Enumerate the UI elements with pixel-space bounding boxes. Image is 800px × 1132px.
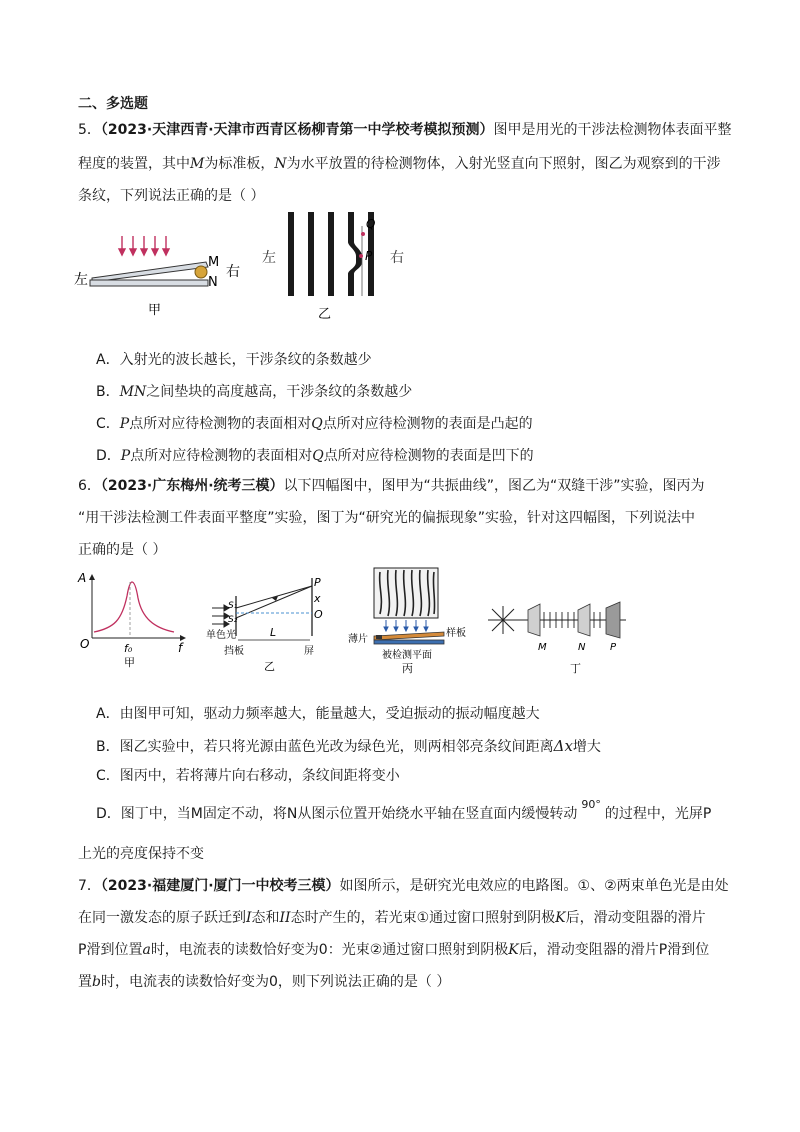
label-right: 右 (390, 250, 404, 266)
option-label: C． (96, 768, 120, 784)
q7-stem-text: 后，滑动变阻器的滑片 (565, 910, 706, 926)
label-left: 左 (262, 250, 276, 266)
var-a: a (142, 942, 151, 958)
option-label: A． (96, 706, 120, 722)
var-M: M (190, 156, 205, 172)
label-N: N (578, 642, 586, 653)
label-N: N (208, 275, 218, 290)
option-label: D． (96, 806, 121, 822)
label-tested-plane: 被检测平面 (382, 650, 432, 661)
label-board: 挡板 (224, 646, 244, 657)
option-label: A． (96, 352, 120, 368)
label-x: x (314, 592, 321, 605)
section-title: 二、多选题 (78, 96, 148, 112)
var-I: I (246, 910, 252, 926)
option-label: C． (96, 416, 120, 432)
q5-option-b[interactable] (96, 382, 412, 402)
figure-caption: 甲 (148, 303, 162, 318)
label-L: L (270, 626, 277, 639)
label-A: A (78, 571, 87, 585)
q6-source: （2023·广东梅州·统考三模） (100, 478, 284, 494)
q6-number: 6． (78, 478, 101, 494)
q6-figure-jia (74, 572, 194, 672)
q5-stem-line-1 (78, 120, 732, 140)
label-M: M (208, 255, 220, 270)
label-f0: f₀ (124, 642, 133, 655)
option-text: 之间垫块的高度越高，干涉条纹的条数越少 (146, 384, 413, 400)
label-f: f (178, 641, 183, 655)
q5-option-a[interactable] (96, 350, 372, 370)
q6-option-d-continued: 上光的亮度保持不变 (78, 846, 204, 862)
q7-stem-line-3 (78, 940, 709, 960)
label-thin-sheet: 薄片 (348, 634, 368, 645)
q6-option-d[interactable] (96, 798, 712, 825)
option-text: 点所对应待检测物的表面是凹下的 (323, 448, 534, 464)
label-P: P (365, 249, 373, 263)
option-label: B． (96, 739, 120, 755)
option-text: 点所对应待检测物的表面相对 (130, 448, 313, 464)
q7-stem-text: 时，电流表的读数恰好变为0：光束②通过窗口照射到阴极 (150, 942, 509, 958)
q5-option-d[interactable] (96, 446, 534, 466)
var-delta-x: Δx (553, 737, 573, 755)
q6-figure-yi (202, 572, 342, 678)
var-P: P (120, 448, 131, 464)
q5-stem-text: 图甲是用光的干涉法检测物体表面平整 (493, 122, 732, 138)
q7-stem-text: 置 (78, 974, 92, 990)
q7-stem-text: 态时产生的，若光束①通过窗口照射到阴极 (290, 910, 556, 926)
q5-stem-text: 为标准板， (204, 156, 275, 172)
option-text: 图乙实验中，若只将光源由蓝色光改为绿色光，则两相邻亮条纹间距离 (119, 739, 554, 755)
q5-figure-jia (70, 230, 250, 320)
option-text: 的过程中，光屏P (604, 806, 712, 822)
label-right: 右 (226, 264, 240, 280)
q7-stem-line-2 (78, 908, 706, 928)
figure-caption: 丁 (570, 662, 581, 675)
q6-option-b[interactable] (96, 736, 601, 757)
q7-stem-text: 在同一激发态的原子跃迁到 (78, 910, 246, 926)
option-text: 点所对应待检测物的表面是凸起的 (322, 416, 533, 432)
q6-option-c[interactable] (96, 766, 400, 786)
option-label: B． (96, 384, 120, 400)
label-O: O (80, 637, 90, 651)
label-S1: S₁ (228, 601, 238, 611)
var-MN: MN (119, 384, 147, 400)
figure-caption: 丙 (402, 662, 413, 675)
label-S2: S₂ (228, 615, 238, 625)
option-text: 图丁中，当M固定不动，将N从图示位置开始绕水平轴在竖直面内缓慢转动 (120, 806, 578, 822)
q5-number: 5． (78, 122, 101, 138)
q5-stem-line-3: 条纹，下列说法正确的是（ ） (78, 188, 265, 204)
var-b: b (92, 974, 101, 990)
figure-caption: 乙 (264, 660, 275, 673)
label-screen: 屏 (304, 646, 314, 657)
q5-stem-text: 为水平放置的待检测物体，入射光竖直向下照射，图乙为观察到的干涉 (286, 156, 721, 172)
q6-stem-line-2: “用干涉法检测工件表面平整度”实验，图丁为“研究光的偏振现象”实验，针对这四幅图，下列说法中 (78, 510, 696, 526)
option-text: 入射光的波长越长，干涉条纹的条数越少 (119, 352, 372, 368)
q7-stem-text: 态和 (251, 910, 280, 926)
label-monochromatic-light: 单色光 (206, 630, 236, 641)
var-K: K (508, 942, 519, 958)
figure-caption: 甲 (124, 656, 135, 669)
label-P: P (610, 642, 617, 653)
label-P: P (314, 576, 321, 589)
q7-number: 7． (78, 878, 101, 894)
q7-stem-text: 时，电流表的读数恰好变为0，则下列说法正确的是（ ） (100, 974, 451, 990)
q5-option-c[interactable] (96, 414, 533, 434)
q7-stem-text: 如图所示，是研究光电效应的电路图。①、②两束单色光是由处 (339, 878, 729, 894)
q7-stem-text: P滑到位置 (78, 942, 143, 958)
option-text: 点所对应待检测物的表面相对 (129, 416, 312, 432)
var-Q: Q (312, 448, 324, 464)
label-M: M (538, 642, 547, 653)
label-sample-plate: 样板 (446, 628, 466, 639)
option-text: 图丙中，若将薄片向右移动，条纹间距将变小 (119, 768, 400, 784)
option-label: D． (96, 448, 121, 464)
figure-caption: 乙 (318, 307, 332, 322)
option-text: 由图甲可知，驱动力频率越大，能量越大，受迫振动的振动幅度越大 (119, 706, 540, 722)
q7-stem-line-4 (78, 972, 450, 992)
q7-stem-line-1 (78, 876, 729, 896)
var-II: II (279, 910, 291, 926)
var-K: K (555, 910, 566, 926)
q5-stem-line-2 (78, 154, 721, 174)
q6-option-a[interactable] (96, 704, 540, 724)
q5-source: （2023·天津西青·天津市西青区杨柳青第一中学校考模拟预测） (100, 122, 494, 138)
label-O: O (314, 608, 323, 621)
q7-stem-text: 后，滑动变阻器的滑片P滑到位 (518, 942, 710, 958)
q6-stem-line-3: 正确的是（ ） (78, 542, 167, 558)
q6-figure-ding (484, 598, 634, 678)
option-text: 增大 (572, 739, 601, 755)
var-N: N (274, 156, 287, 172)
q5-figure-yi (258, 206, 418, 326)
label-Q: Q (366, 217, 376, 231)
label-left: 左 (74, 272, 88, 288)
angle-90: 90° (581, 798, 601, 811)
var-Q: Q (311, 416, 323, 432)
var-P: P (119, 416, 130, 432)
q6-stem-line-1 (78, 476, 705, 496)
q7-source: （2023·福建厦门·厦门一中校考三模） (100, 878, 340, 894)
q6-stem-text: 以下四幅图中，图甲为“共振曲线”，图乙为“双缝干涉”实验，图丙为 (283, 478, 705, 494)
q6-figure-bing (344, 566, 474, 678)
q5-stem-text: 程度的装置，其中 (78, 156, 190, 172)
